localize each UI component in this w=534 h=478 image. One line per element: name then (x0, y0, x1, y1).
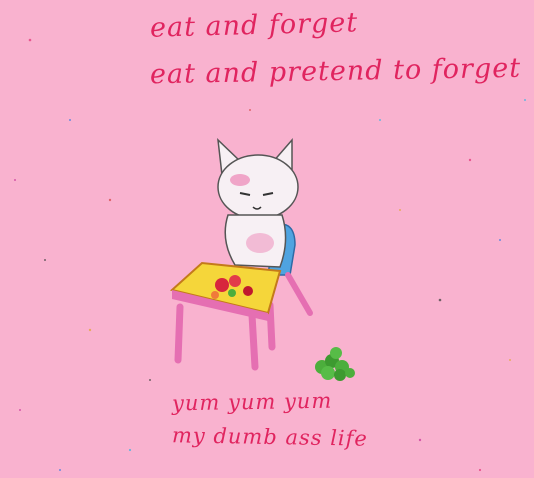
chair-leg (288, 275, 310, 313)
caption-top-line-2: eat and pretend to forget (149, 52, 522, 91)
grapes-pile (315, 347, 355, 381)
caption-top-line-1: eat and forget (149, 7, 359, 44)
table-leg (270, 305, 272, 347)
fruit-piece (211, 291, 219, 299)
strawberry (229, 275, 241, 287)
caption-bottom-line-2: my dumb ass life (171, 423, 369, 451)
strawberry (215, 278, 229, 292)
cat-eating-illustration (160, 135, 390, 385)
table-leg (252, 315, 255, 367)
grape (228, 289, 236, 297)
table-leg (178, 307, 180, 360)
caption-bottom-line-1: yum yum yum (171, 388, 333, 416)
strawberry (243, 286, 253, 296)
